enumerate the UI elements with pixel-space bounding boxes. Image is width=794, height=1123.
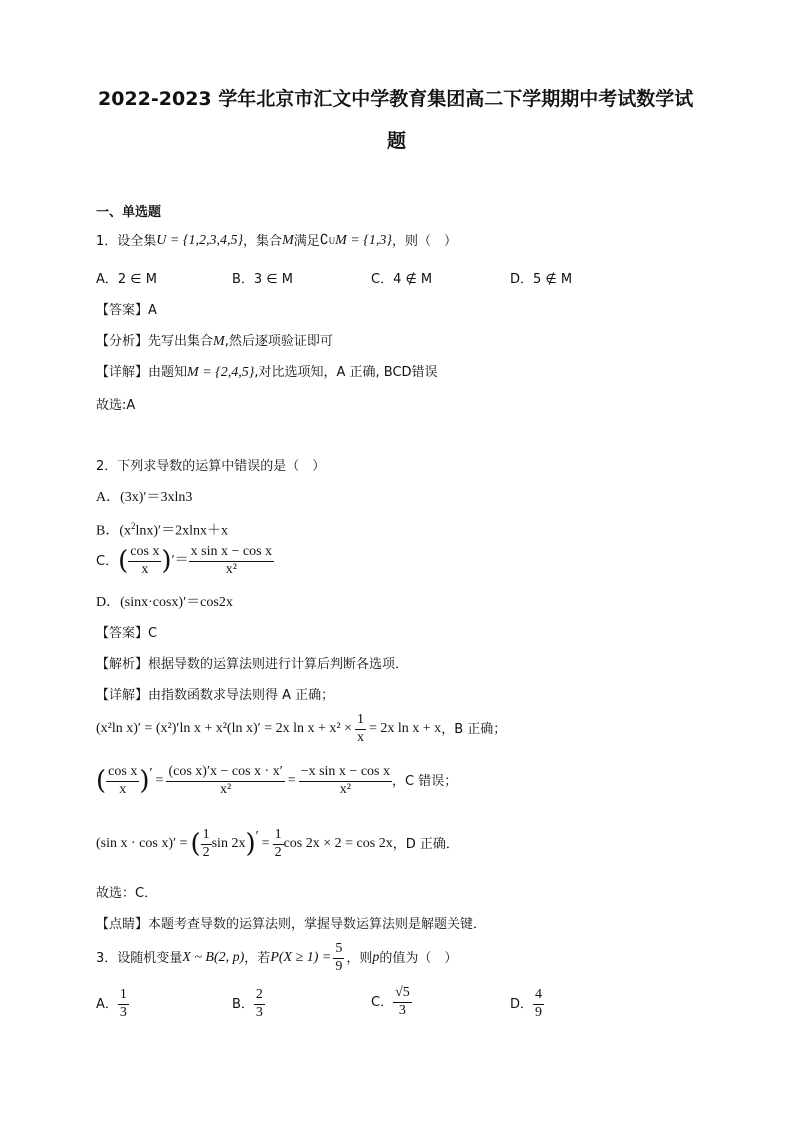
- q2-equation-b: (x²ln x)′ = (x²)′ln x + x²(ln x)′ = 2x ln x + x² × $\frac{1}{x}$ = 2x ln x + x ，B 正确；: [96, 712, 507, 745]
- q1-answer: 【答案】A: [96, 303, 157, 318]
- q2-analysis: 【解析】根据导数的运算法则进行计算后判断各选项．: [96, 657, 409, 672]
- q3-stem: 3．设随机变量 X ~ B(2, p) ，若 P(X ≥ 1) = $\frac{5}{9}$ ，则 p 的值为（ ）: [96, 941, 458, 974]
- page-title: 2022-2023 学年北京市汇文中学教育集团高二下学期期中考试数学试: [98, 88, 694, 110]
- q1-choose: 故选:A: [96, 398, 136, 413]
- q2-answer: 【答案】C: [96, 626, 158, 641]
- q1-stem: 1．设全集 U = {1,2,3,4,5} ，集合 M 满足 ∁ U M = {1,3} ，则（ ）: [96, 233, 457, 249]
- q1-option-d: D．5 ∉ M: [510, 272, 573, 287]
- q2-choose: 故选：C．: [96, 886, 158, 901]
- q2-comment: 【点睛】本题考查导数的运算法则，掌握导数运算法则是解题关键．: [96, 917, 487, 932]
- q2-option-b: B．$(x^2\ln x)'=2xlnx+x$: [96, 521, 229, 539]
- q1-analysis: 【分析】先写出集合M,然后逐项验证即可: [96, 334, 333, 349]
- q1-option-a: A．2 ∈ M: [96, 272, 157, 287]
- section-heading: 一、单选题: [96, 205, 162, 220]
- q2-stem: 2．下列求导数的运算中错误的是（ ）: [96, 459, 326, 474]
- q3-option-d: D． $\frac{4}{9}$: [510, 987, 543, 1020]
- q3-option-a: A． $\frac{1}{3}$: [96, 987, 127, 1020]
- q3-option-b: B． $\frac{2}{3}$: [232, 987, 263, 1020]
- q2-detail: 【详解】由指数函数求导法则得 A 正确；: [96, 688, 335, 703]
- q2-option-d: D．(sinx·cosx)′＝cos2x: [96, 595, 233, 610]
- q2-option-c: C． ( $\frac{\text{cos x}}{x}$ ) ′＝ $\frac{\text{x sin x − cos x}}{\text{x²}}$: [96, 544, 273, 577]
- q3-option-c: C． $\frac{√5}{3}$: [371, 985, 410, 1018]
- page-title-cont: 题: [387, 130, 407, 152]
- q2-equation-d: (sin x · cos x)′ = ( $\frac{1}{2}$ sin 2x ) ′ = $\frac{1}{2}$ cos 2x × 2 = cos 2x ，D 正确．: [96, 827, 459, 860]
- q1-detail: 【详解】由题知M = {2,4,5},对比选项知，A 正确, BCD错误: [96, 365, 438, 380]
- q2-equation-c: ( $\frac{\text{cos x}}{x}$ ) ′ = $\frac{\text{(cos x)′x − cos x · x′}}{\text{x²}}$ = $\frac{\text{−x sin x − cos x}}{\text{x²}}$ ，C 错误；: [96, 764, 458, 797]
- q2-option-a: A．(3x)′＝3xln3: [96, 490, 193, 505]
- q1-option-b: B．3 ∈ M: [232, 272, 293, 287]
- q1-option-c: C．4 ∉ M: [371, 272, 433, 287]
